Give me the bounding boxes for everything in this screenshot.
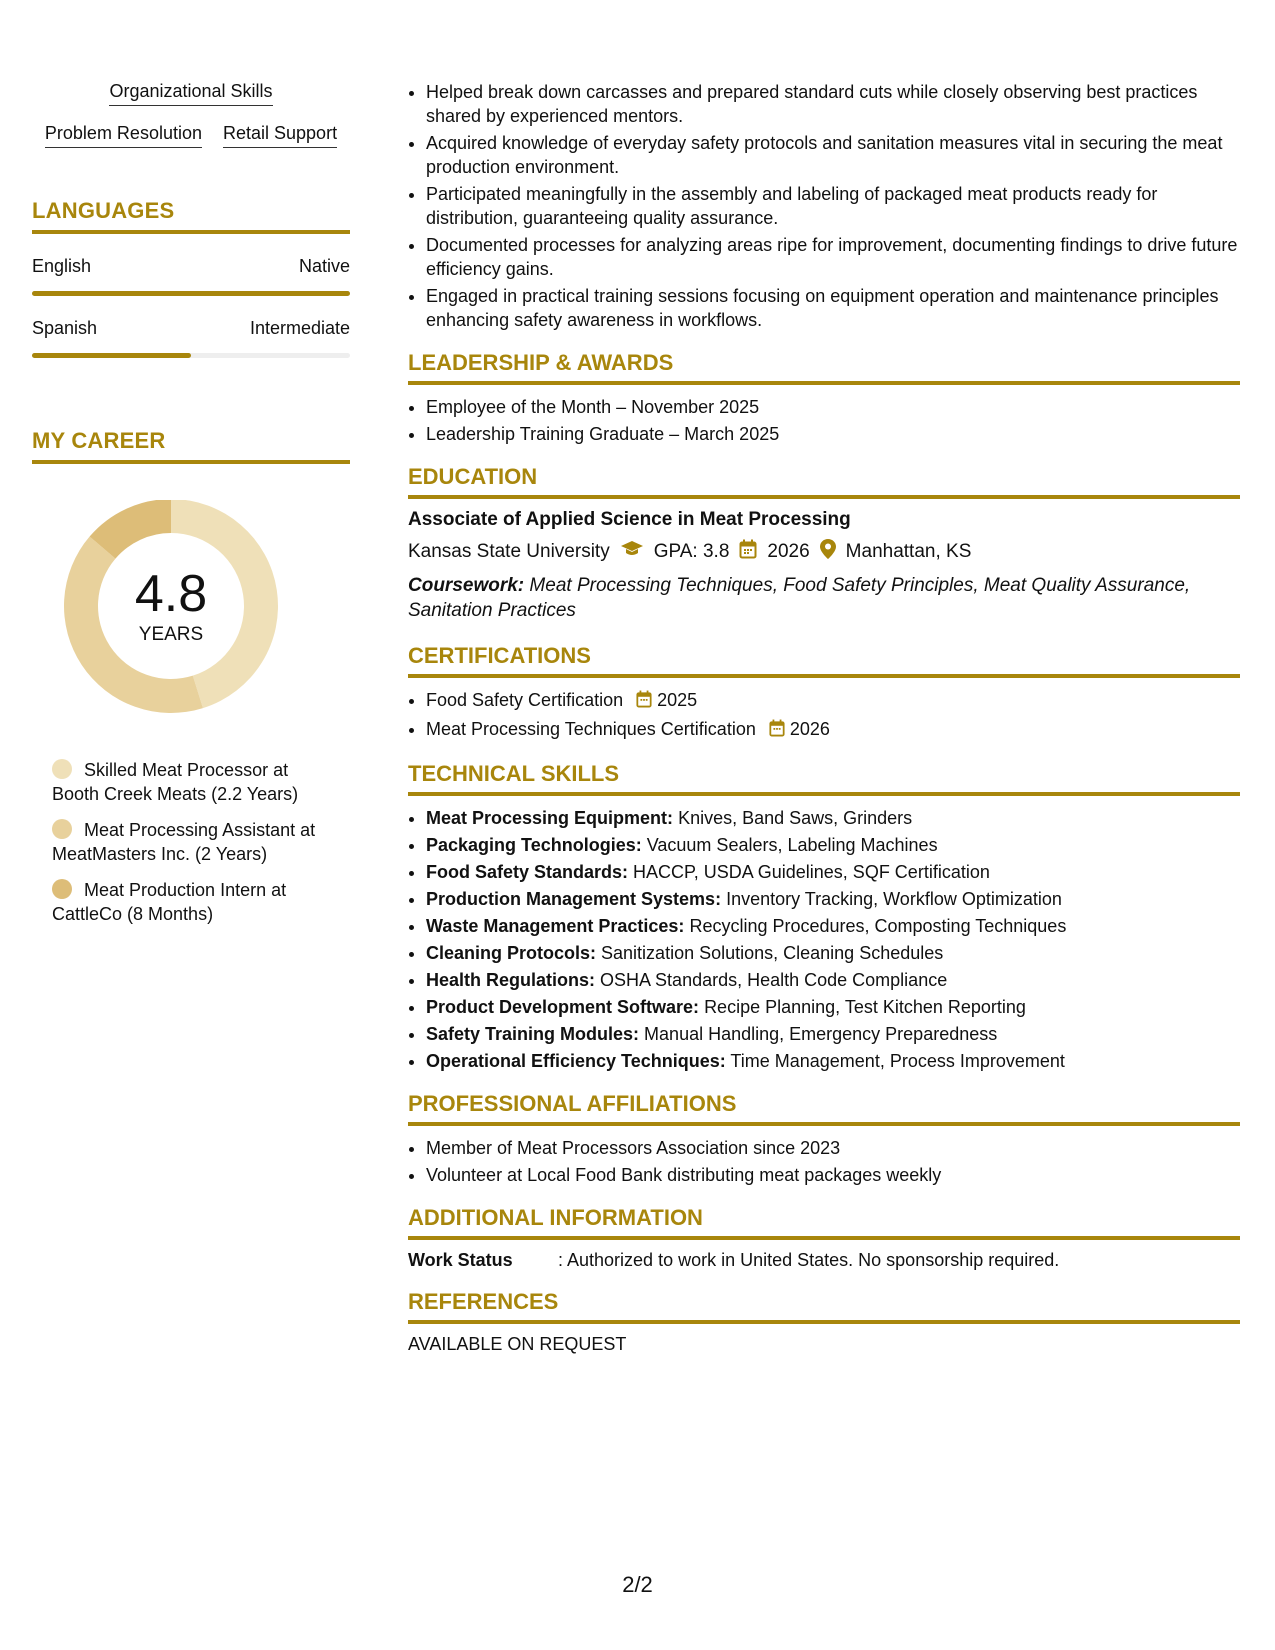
legend-text: Meat Processing Assistant at MeatMasters Inc. (2 Years) (52, 820, 316, 864)
education-year: 2026 (767, 541, 810, 562)
skill-value: Recipe Planning, Test Kitchen Reporting (704, 997, 1026, 1017)
page-indicator: 2/2 (622, 1572, 653, 1597)
skill-tag: Problem Resolution (45, 122, 202, 148)
skill-value: Knives, Band Saws, Grinders (678, 808, 913, 828)
languages-section (32, 198, 350, 358)
technical-skill (426, 1022, 1240, 1046)
skill-label: Safety Training Modules: (426, 1024, 640, 1044)
career-title: MY CAREER (32, 428, 350, 464)
education-school: Kansas State University (408, 541, 610, 562)
references-text: AVAILABLE ON REQUEST (408, 1334, 627, 1354)
additional-title: ADDITIONAL INFORMATION (408, 1205, 1240, 1240)
calendar-icon (636, 690, 652, 714)
skill-value: HACCP, USDA Guidelines, SQF Certification (633, 862, 990, 882)
coursework-text: Meat Processing Techniques, Food Safety Principles, Meat Quality Assurance, Sanitation Practices (408, 575, 1191, 621)
technical-skill (426, 968, 1240, 992)
coursework-label: Coursework: (408, 575, 525, 596)
language-level: Intermediate (249, 318, 350, 338)
skill-label: Health Regulations: (426, 970, 596, 990)
affiliation-item: • Member of Meat Processors Association since 2023 (426, 1136, 1240, 1160)
skill-tag: Organizational Skills (109, 80, 272, 106)
skill-label: Packaging Technologies: (426, 835, 642, 855)
career-section (32, 428, 350, 926)
experience-bullet: • Participated meaningfully in the assembly and labeling of packaged meat products ready for distribution, guaranteeing quality assurance. (426, 182, 1240, 230)
work-status-label: Work Status (408, 1250, 513, 1270)
work-status-value: : Authorized to work in United States. No sponsorship required. (558, 1250, 1060, 1270)
skill-label: Waste Management Practices: (426, 916, 685, 936)
skill-label: Production Management Systems: (426, 889, 722, 909)
language-name: English (32, 256, 92, 276)
career-total-unit: YEARS (138, 624, 204, 645)
skill-value: Vacuum Sealers, Labeling Machines (646, 835, 938, 855)
legend-item (52, 758, 322, 806)
technical-skill (426, 806, 1240, 830)
language-level: Native (298, 256, 350, 276)
experience-bullet: • Helped break down carcasses and prepared standard cuts while closely observing best practices shared by experienced mentors. (426, 80, 1240, 128)
education-title: EDUCATION (408, 464, 1240, 499)
skill-label: Food Safety Standards: (426, 862, 629, 882)
certification-item (426, 688, 1240, 714)
language-bar-fill (32, 353, 191, 358)
technical-skill (426, 914, 1240, 938)
skill-label: Product Development Software: (426, 997, 700, 1017)
career-donut-wrap (32, 500, 350, 730)
skill-label: Meat Processing Equipment: (426, 808, 674, 828)
skill-value: Time Management, Process Improvement (730, 1051, 1065, 1071)
experience-bullet: • Engaged in practical training sessions focusing on equipment operation and maintenance principles enhancing safety awareness in workflows. (426, 284, 1240, 332)
certifications-title: CERTIFICATIONS (408, 643, 1240, 678)
skill-tag: Retail Support (223, 122, 337, 148)
certifications-list (408, 688, 1240, 743)
leadership-item: • Leadership Training Graduate – March 2025 (426, 422, 1240, 446)
skill-value: OSHA Standards, Health Code Compliance (600, 970, 948, 990)
skill-value: Recycling Procedures, Composting Techniques (689, 916, 1067, 936)
legend-text: Skilled Meat Processor at Booth Creek Meats (2.2 Years) (52, 760, 299, 804)
legend-item (52, 818, 322, 866)
technical-skills-list (408, 806, 1240, 1073)
career-legend (32, 758, 322, 926)
legend-item (52, 878, 322, 926)
references-title: REFERENCES (408, 1289, 1240, 1324)
experience-bullet: • Acquired knowledge of everyday safety protocols and sanitation measures vital in securing the meat production environment. (426, 131, 1240, 179)
career-total-value: 4.8 (134, 565, 208, 623)
left-column (32, 80, 350, 938)
leadership-list (408, 395, 1240, 446)
affiliations-title: PROFESSIONAL AFFILIATIONS (408, 1091, 1240, 1126)
skill-value: Inventory Tracking, Workflow Optimization (726, 889, 1062, 909)
graduation-cap-icon (620, 540, 644, 564)
certification-year: 2025 (657, 690, 698, 710)
education-degree: Associate of Applied Science in Meat Processing (408, 509, 851, 530)
technical-skill (426, 1049, 1240, 1073)
language-bar-fill (32, 291, 350, 296)
leadership-item: • Employee of the Month – November 2025 (426, 395, 1240, 419)
certification-name: Meat Processing Techniques Certification (426, 719, 756, 739)
technical-skill (426, 833, 1240, 857)
affiliation-item: • Volunteer at Local Food Bank distributing meat packages weekly (426, 1163, 1240, 1187)
language-name: Spanish (32, 318, 98, 338)
career-total (32, 566, 310, 646)
skill-value: Manual Handling, Emergency Preparedness (644, 1024, 998, 1044)
technical-skill (426, 860, 1240, 884)
work-status-row (408, 1250, 1240, 1271)
certification-year: 2026 (789, 719, 830, 739)
calendar-icon (769, 719, 785, 743)
calendar-icon (739, 539, 757, 565)
experience-bullets (408, 80, 1240, 332)
skill-label: Cleaning Protocols: (426, 943, 597, 963)
certification-item (426, 717, 1240, 743)
technical-skill (426, 887, 1240, 911)
technical-skill (426, 941, 1240, 965)
affiliations-list (408, 1136, 1240, 1187)
education-coursework (408, 573, 1240, 623)
languages-title: LANGUAGES (32, 198, 350, 234)
skill-label: Operational Efficiency Techniques: (426, 1051, 726, 1071)
education-location: Manhattan, KS (845, 541, 972, 562)
right-column (408, 80, 1240, 1355)
legend-dot (52, 759, 72, 779)
legend-dot (52, 879, 72, 899)
skill-tags (32, 80, 350, 164)
language-item (32, 256, 350, 296)
skill-value: Sanitization Solutions, Cleaning Schedules (601, 943, 944, 963)
technical-skill (426, 995, 1240, 1019)
legend-dot (52, 819, 72, 839)
certification-name: Food Safety Certification (426, 690, 624, 710)
education-gpa: GPA: 3.8 (653, 541, 730, 562)
language-item (32, 318, 350, 358)
experience-bullet: • Documented processes for analyzing areas ripe for improvement, documenting findings to drive future efficiency gains. (426, 233, 1240, 281)
education-details (408, 539, 1240, 565)
language-bar (32, 353, 350, 358)
leadership-title: LEADERSHIP & AWARDS (408, 350, 1240, 385)
location-pin-icon (820, 539, 836, 565)
legend-text: Meat Production Intern at CattleCo (8 Months) (52, 880, 287, 924)
language-bar (32, 291, 350, 296)
technical-skills-title: TECHNICAL SKILLS (408, 761, 1240, 796)
